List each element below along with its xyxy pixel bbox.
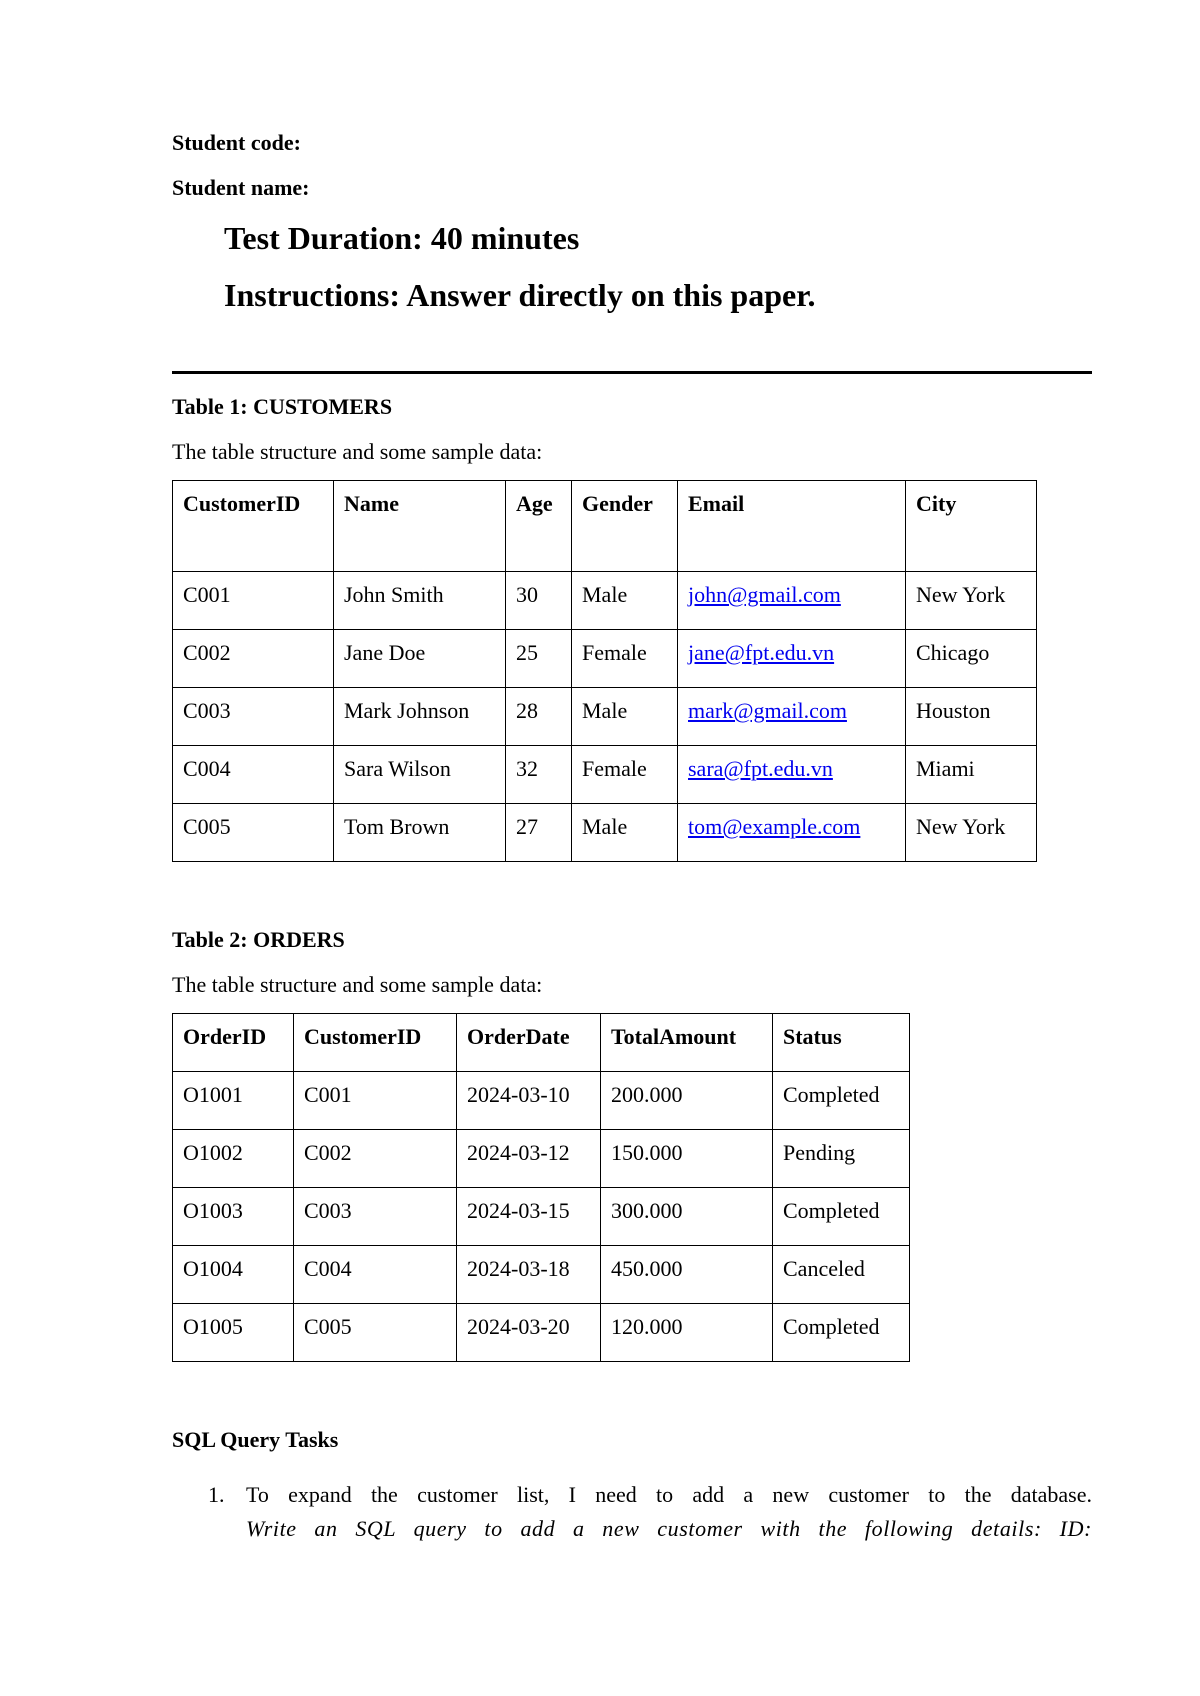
table-cell: Pending <box>773 1130 910 1188</box>
table-cell: Male <box>572 804 678 862</box>
table-cell: Jane Doe <box>334 630 506 688</box>
email-cell <box>678 804 906 862</box>
table1-subtitle: The table structure and some sample data: <box>172 439 543 464</box>
table-row <box>173 1246 910 1304</box>
table-cell: Sara Wilson <box>334 746 506 804</box>
table-cell: Female <box>572 630 678 688</box>
column-header: TotalAmount <box>601 1014 773 1072</box>
table-cell: 120.000 <box>601 1304 773 1362</box>
column-header: City <box>906 481 1037 572</box>
instructions: Instructions: Answer directly on this paper. <box>224 277 816 313</box>
table-cell: O1004 <box>173 1246 294 1304</box>
table-cell: 200.000 <box>601 1072 773 1130</box>
table-cell: Completed <box>773 1188 910 1246</box>
table-cell: 30 <box>506 572 572 630</box>
table-cell: Houston <box>906 688 1037 746</box>
table-cell: O1003 <box>173 1188 294 1246</box>
table-header-row <box>173 481 1037 572</box>
table-cell: 28 <box>506 688 572 746</box>
table-row <box>173 1072 910 1130</box>
table-cell: 150.000 <box>601 1130 773 1188</box>
table-cell: 25 <box>506 630 572 688</box>
table2-subtitle: The table structure and some sample data: <box>172 972 543 997</box>
column-header: Name <box>334 481 506 572</box>
table-cell: 300.000 <box>601 1188 773 1246</box>
table-cell: Chicago <box>906 630 1037 688</box>
table-cell: John Smith <box>334 572 506 630</box>
table-cell: 2024-03-15 <box>457 1188 601 1246</box>
table-header-row <box>173 1014 910 1072</box>
column-header: OrderDate <box>457 1014 601 1072</box>
table-cell: 27 <box>506 804 572 862</box>
table-cell: 2024-03-20 <box>457 1304 601 1362</box>
table-cell: C002 <box>294 1130 457 1188</box>
horizontal-divider <box>172 371 1092 374</box>
table-row <box>173 746 1037 804</box>
table-cell: C005 <box>294 1304 457 1362</box>
table-row <box>173 1188 910 1246</box>
table-cell: C003 <box>173 688 334 746</box>
email-cell <box>678 746 906 804</box>
orders-table <box>172 1013 910 1362</box>
tasks-title: SQL Query Tasks <box>172 1427 339 1452</box>
table-row <box>173 630 1037 688</box>
table-cell: C004 <box>173 746 334 804</box>
table-row <box>173 688 1037 746</box>
student-code-label: Student code: <box>172 130 301 155</box>
column-header: Gender <box>572 481 678 572</box>
column-header: OrderID <box>173 1014 294 1072</box>
table-cell: Tom Brown <box>334 804 506 862</box>
column-header: Email <box>678 481 906 572</box>
table-cell: Male <box>572 572 678 630</box>
customers-table <box>172 480 1037 862</box>
table-cell: 2024-03-18 <box>457 1246 601 1304</box>
table-cell: C005 <box>173 804 334 862</box>
table-cell: 2024-03-10 <box>457 1072 601 1130</box>
email-link[interactable]: sara@fpt.edu.vn <box>688 756 833 781</box>
table-cell: C001 <box>173 572 334 630</box>
table-cell: O1001 <box>173 1072 294 1130</box>
column-header: Status <box>773 1014 910 1072</box>
table-cell: 2024-03-12 <box>457 1130 601 1188</box>
table-cell: Female <box>572 746 678 804</box>
table-cell: Miami <box>906 746 1037 804</box>
email-cell <box>678 572 906 630</box>
table-row <box>173 1304 910 1362</box>
email-link[interactable]: jane@fpt.edu.vn <box>688 640 835 665</box>
email-cell <box>678 688 906 746</box>
column-header: CustomerID <box>173 481 334 572</box>
table-cell: 450.000 <box>601 1246 773 1304</box>
email-link[interactable]: tom@example.com <box>688 814 861 839</box>
table2-title: Table 2: ORDERS <box>172 927 345 952</box>
table-row <box>173 804 1037 862</box>
task-instruction: Write an SQL query to add a new customer with the following details: ID: <box>246 1516 1092 1541</box>
table-cell: C004 <box>294 1246 457 1304</box>
table-cell: New York <box>906 804 1037 862</box>
table-cell: Mark Johnson <box>334 688 506 746</box>
test-duration: Test Duration: 40 minutes <box>224 220 580 256</box>
column-header: Age <box>506 481 572 572</box>
table-cell: 32 <box>506 746 572 804</box>
task-text: To expand the customer list, I need to add a new customer to the database. <box>246 1482 1092 1507</box>
table-cell: C002 <box>173 630 334 688</box>
table-cell: Completed <box>773 1072 910 1130</box>
table-cell: C003 <box>294 1188 457 1246</box>
table1-title: Table 1: CUSTOMERS <box>172 394 393 419</box>
table-cell: O1002 <box>173 1130 294 1188</box>
table-row <box>173 572 1037 630</box>
task-number: 1. <box>208 1482 225 1507</box>
table-cell: C001 <box>294 1072 457 1130</box>
email-cell <box>678 630 906 688</box>
table-cell: Canceled <box>773 1246 910 1304</box>
table-cell: O1005 <box>173 1304 294 1362</box>
table-row <box>173 1130 910 1188</box>
table-cell: Completed <box>773 1304 910 1362</box>
email-link[interactable]: john@gmail.com <box>688 582 841 607</box>
column-header: CustomerID <box>294 1014 457 1072</box>
table-cell: Male <box>572 688 678 746</box>
table-cell: New York <box>906 572 1037 630</box>
email-link[interactable]: mark@gmail.com <box>688 698 847 723</box>
student-name-label: Student name: <box>172 175 310 200</box>
